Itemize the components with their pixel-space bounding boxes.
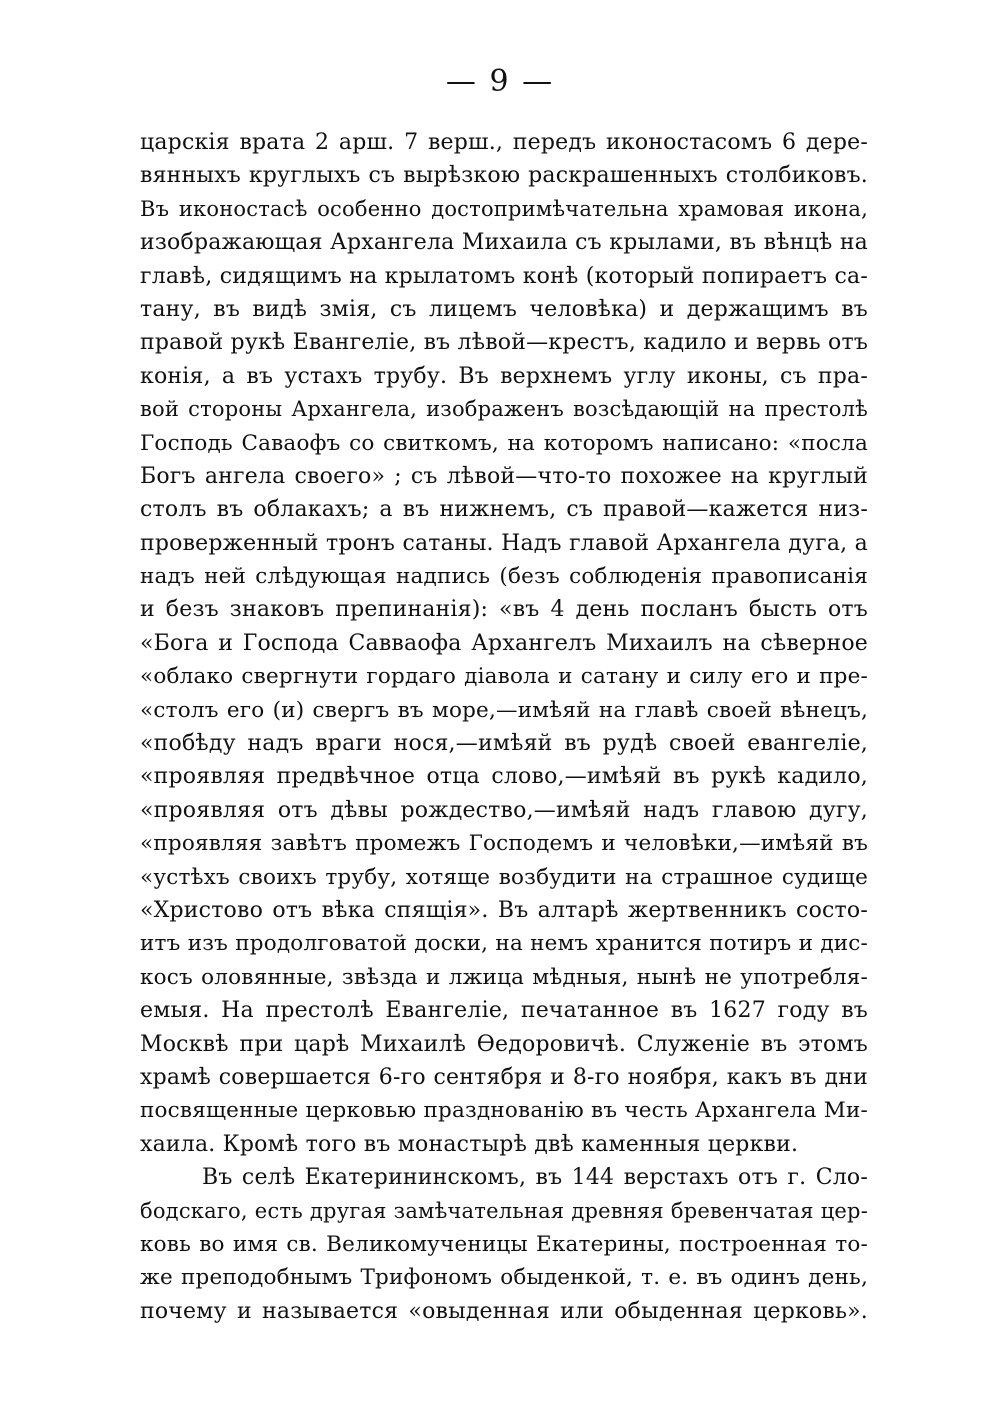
text-line: «проявляя завѣтъ промежъ Господемъ и человѣки,—имѣяй въ (140, 831, 868, 857)
text-line: «облако свергнути гордаго діавола и сатану и силу его и пре- (140, 664, 868, 690)
text-line: «проявляя предвѣчное отца слово,—имѣяй въ рукѣ кадило, (140, 764, 868, 790)
text-line: Москвѣ при царѣ Михаилѣ Ѳедоровичѣ. Служеніе въ этомъ (140, 1031, 868, 1057)
text-line: «Христово отъ вѣка спящія». Въ алтарѣ жертвенникъ состо- (140, 897, 868, 923)
text-line: надъ ней слѣдующая надпись (безъ соблюденія правописанія (140, 564, 868, 590)
text-line: и безъ знаковъ препинанія): «въ 4 день посланъ бысть отъ (140, 597, 868, 623)
text-line: же преподобнымъ Трифономъ обыденкой, т. е. въ одинъ день, (140, 1265, 868, 1291)
text-line: изображающая Архангела Михаила съ крылами, въ вѣнцѣ на (140, 230, 868, 256)
text-line: Богъ ангела своего» ; съ лѣвой—что-то похожее на круглый (140, 463, 868, 489)
text-line: Господь Саваофъ со свиткомъ, на которомъ написано: «посла (140, 430, 868, 456)
text-line: конія, а въ устахъ трубу. Въ верхнемъ углу иконы, съ пра- (140, 363, 868, 389)
text-line: посвященные церковью празднованію въ честь Архангела Ми- (140, 1098, 868, 1124)
text-line: правой рукѣ Евангеліе, въ лѣвой—крестъ, кадило и вервь отъ (140, 330, 869, 356)
text-line: Въ иконостасѣ особенно достопримѣчательна храмовая икона, (140, 196, 868, 221)
text-line: «столъ его (и) свергъ въ море,—имѣяй на главѣ своей вѣнецъ, (140, 697, 868, 723)
text-line: «устѣхъ своихъ трубу, хотяще возбудити на страшное судище (140, 864, 868, 890)
text-line: «побѣду надъ враги нося,—имѣяй въ рудѣ своей евангеліе, (140, 731, 868, 757)
text-line: проверженный тронъ сатаны. Надъ главой Архангела дуга, а (140, 530, 868, 556)
text-line: главѣ, сидящимъ на крылатомъ конѣ (который попираетъ са- (140, 263, 868, 289)
text-line: «Бога и Господа Савваофа Архангелъ Михаилъ на сѣверное (140, 630, 868, 656)
text-line: косъ оловянные, звѣзда и лжица мѣдныя, нынѣ не употребля- (140, 964, 868, 990)
text-line: Въ селѣ Екатерининскомъ, въ 144 верстахъ отъ г. Сло- (202, 1165, 868, 1191)
text-line: емыя. На престолѣ Евангеліе, печатанное въ 1627 году въ (140, 998, 868, 1024)
text-line: царскія врата 2 арш. 7 верш., передъ иконостасомъ 6 дере- (140, 130, 868, 155)
paragraph-2 (140, 1161, 868, 1328)
text-line: столъ въ облакахъ; а въ нижнемъ, съ правой—кажется низ- (140, 497, 868, 523)
paragraph-1 (140, 126, 868, 1161)
body-text (140, 126, 868, 1328)
text-line: храмѣ совершается 6-го сентября и 8-го ноября, какъ въ дни (140, 1064, 868, 1090)
text-line: «проявляя отъ дѣвы рождество,—имѣяй надъ главою дугу, (140, 797, 868, 823)
text-line: бодскаго, есть другая замѣчательная древняя бревенчатая цер- (140, 1198, 868, 1223)
text-line: почему и называется «овыденная или обыденная церковь». (140, 1298, 868, 1324)
text-line: ковь во имя св. Великомученицы Екатерины, построенная то- (140, 1231, 868, 1257)
text-line: хаила. Кромѣ того въ монастырѣ двѣ каменныя церкви. (140, 1131, 799, 1157)
text-line: тану, въ видѣ змія, съ лицемъ человѣка) и держащимъ въ (140, 296, 868, 322)
text-line: итъ изъ продолговатой доски, на немъ хранится потиръ и дис- (140, 931, 868, 957)
text-line: вой стороны Архангела, изображенъ возсѣдающій на престолѣ (140, 397, 868, 422)
text-line: вянныхъ круглыхъ съ вырѣзкою раскрашенныхъ столбиковъ. (140, 163, 868, 189)
page-number: — 9 — (445, 64, 555, 99)
